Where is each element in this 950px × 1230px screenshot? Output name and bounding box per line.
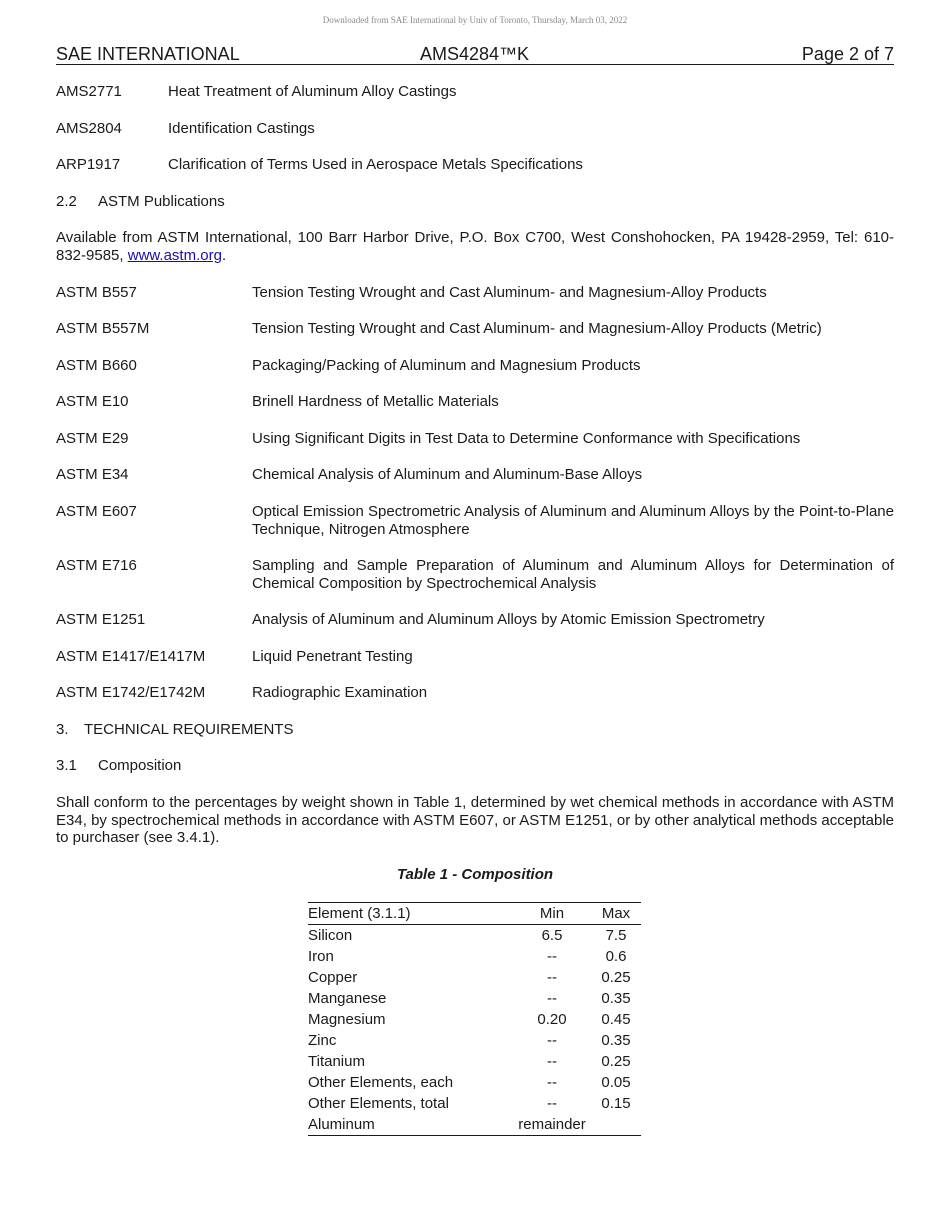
cell-max: 0.15	[601, 1095, 631, 1112]
ref-title: Packaging/Packing of Aluminum and Magnesium Products	[252, 357, 641, 374]
cell-max: 7.5	[605, 927, 627, 944]
ref-code: ASTM B660	[56, 357, 137, 374]
ref-code: ASTM B557	[56, 284, 137, 301]
cell-max: 0.6	[605, 948, 627, 965]
astm-website-link[interactable]: www.astm.org	[127, 246, 222, 264]
astm-intro-text: Available from ASTM International, 100 Barr Harbor Drive, P.O. Box C700, West Conshohocken, PA 19428-2959, Tel: 610-832-9585,	[56, 229, 894, 264]
ref-title: Sampling and Sample Preparation of Aluminum and Aluminum Alloys for Determination of Chemical Composition by Spectrochemical Analysis	[252, 557, 894, 592]
ref-title: Tension Testing Wrought and Cast Aluminum- and Magnesium-Alloy Products	[252, 284, 767, 301]
page-header	[56, 44, 894, 65]
table-row	[308, 1114, 641, 1136]
cell-max: 0.25	[601, 969, 631, 986]
cell-min: --	[547, 1053, 557, 1070]
composition-table	[308, 902, 641, 1136]
section-heading-3	[56, 721, 894, 739]
header-org: SAE INTERNATIONAL	[56, 44, 240, 64]
table-row	[308, 967, 641, 988]
cell-min: remainder	[518, 1116, 586, 1133]
cell-min: --	[547, 969, 557, 986]
ref-code: AMS2771	[56, 83, 122, 100]
cell-max: 0.35	[601, 1032, 631, 1049]
table-row	[308, 925, 641, 947]
section-number: 3.	[56, 721, 69, 738]
ref-title: Heat Treatment of Aluminum Alloy Castings	[168, 83, 457, 100]
cell-min: --	[547, 1095, 557, 1112]
table-row	[308, 1030, 641, 1051]
ref-title: Liquid Penetrant Testing	[252, 648, 413, 665]
ref-code: ARP1917	[56, 156, 121, 173]
cell-min: --	[547, 1074, 557, 1091]
section-title: TECHNICAL REQUIREMENTS	[84, 721, 294, 738]
cell-element: Titanium	[308, 1053, 365, 1070]
ref-title: Brinell Hardness of Metallic Materials	[252, 393, 499, 410]
ref-title: Radiographic Examination	[252, 684, 428, 701]
header-max: Max	[601, 905, 631, 922]
ref-code: ASTM E29	[56, 430, 129, 447]
ref-title: Tension Testing Wrought and Cast Aluminum- and Magnesium-Alloy Products (Metric)	[252, 320, 822, 337]
cell-element: Iron	[308, 948, 334, 965]
header-element: Element (3.1.1)	[308, 905, 411, 922]
astm-intro-end: .	[221, 246, 227, 264]
cell-element: Copper	[308, 969, 358, 986]
section-heading-3-1	[56, 757, 894, 775]
ref-title: Optical Emission Spectrometric Analysis of Aluminum and Aluminum Alloys by the Point-to-Plane Technique, Nitrogen Atmosphere	[252, 503, 894, 538]
header-min: Min	[539, 905, 565, 922]
ref-code: ASTM E716	[56, 557, 137, 574]
cell-max: 0.25	[601, 1053, 631, 1070]
header-page-number: Page 2 of 7	[801, 44, 894, 64]
cell-element: Zinc	[308, 1032, 337, 1049]
section-title: Composition	[98, 757, 182, 774]
table-row	[308, 946, 641, 967]
cell-min: --	[547, 990, 557, 1007]
table-title: Table 1 - Composition	[396, 866, 554, 883]
cell-element: Other Elements, total	[308, 1095, 449, 1112]
cell-element: Aluminum	[308, 1116, 375, 1133]
cell-max: 0.35	[601, 990, 631, 1007]
cell-max	[591, 1114, 641, 1136]
header-doc-number: AMS4284™K	[420, 44, 530, 64]
table-row	[308, 1051, 641, 1072]
ref-title: Identification Castings	[168, 120, 315, 137]
table-header-row	[308, 903, 641, 925]
section-heading-2-2	[56, 193, 894, 211]
table-row	[308, 1009, 641, 1030]
ref-title: Clarification of Terms Used in Aerospace Metals Specifications	[168, 156, 583, 173]
cell-min: 6.5	[541, 927, 563, 944]
ref-code: ASTM B557M	[56, 320, 150, 337]
ref-title: Chemical Analysis of Aluminum and Aluminum-Base Alloys	[252, 466, 643, 483]
table-row	[308, 1072, 641, 1093]
section-title: ASTM Publications	[98, 193, 225, 210]
table-row	[308, 988, 641, 1009]
download-watermark: Downloaded from SAE International by Univ of Toronto, Thursday, March 03, 2022	[322, 15, 628, 25]
ref-code: ASTM E1251	[56, 611, 146, 628]
cell-min: --	[547, 1032, 557, 1049]
ref-title: Analysis of Aluminum and Aluminum Alloys by Atomic Emission Spectrometry	[252, 611, 765, 628]
cell-element: Magnesium	[308, 1011, 386, 1028]
ref-title: Using Significant Digits in Test Data to Determine Conformance with Specifications	[252, 430, 801, 447]
cell-element: Silicon	[308, 927, 353, 944]
ref-code: ASTM E607	[56, 503, 137, 520]
ref-code: ASTM E1742/E1742M	[56, 684, 206, 701]
astm-availability-paragraph	[56, 229, 894, 264]
ref-code: ASTM E10	[56, 393, 129, 410]
cell-element: Manganese	[308, 990, 387, 1007]
ref-code: ASTM E34	[56, 466, 129, 483]
composition-paragraph: Shall conform to the percentages by weight shown in Table 1, determined by wet chemical methods in accordance with ASTM E34, by spectrochemical methods in accordance with ASTM E607, or ASTM E1251, or by other analytical methods acceptable to purchaser (see 3.4.1).	[56, 794, 894, 846]
ref-code: ASTM E1417/E1417M	[56, 648, 206, 665]
table-row	[308, 1093, 641, 1114]
section-number: 2.2	[56, 193, 77, 210]
ref-code: AMS2804	[56, 120, 122, 137]
cell-min: --	[547, 948, 557, 965]
cell-element: Other Elements, each	[308, 1074, 454, 1091]
cell-max: 0.45	[601, 1011, 631, 1028]
cell-max: 0.05	[601, 1074, 631, 1091]
section-number: 3.1	[56, 757, 77, 774]
cell-min: 0.20	[537, 1011, 567, 1028]
